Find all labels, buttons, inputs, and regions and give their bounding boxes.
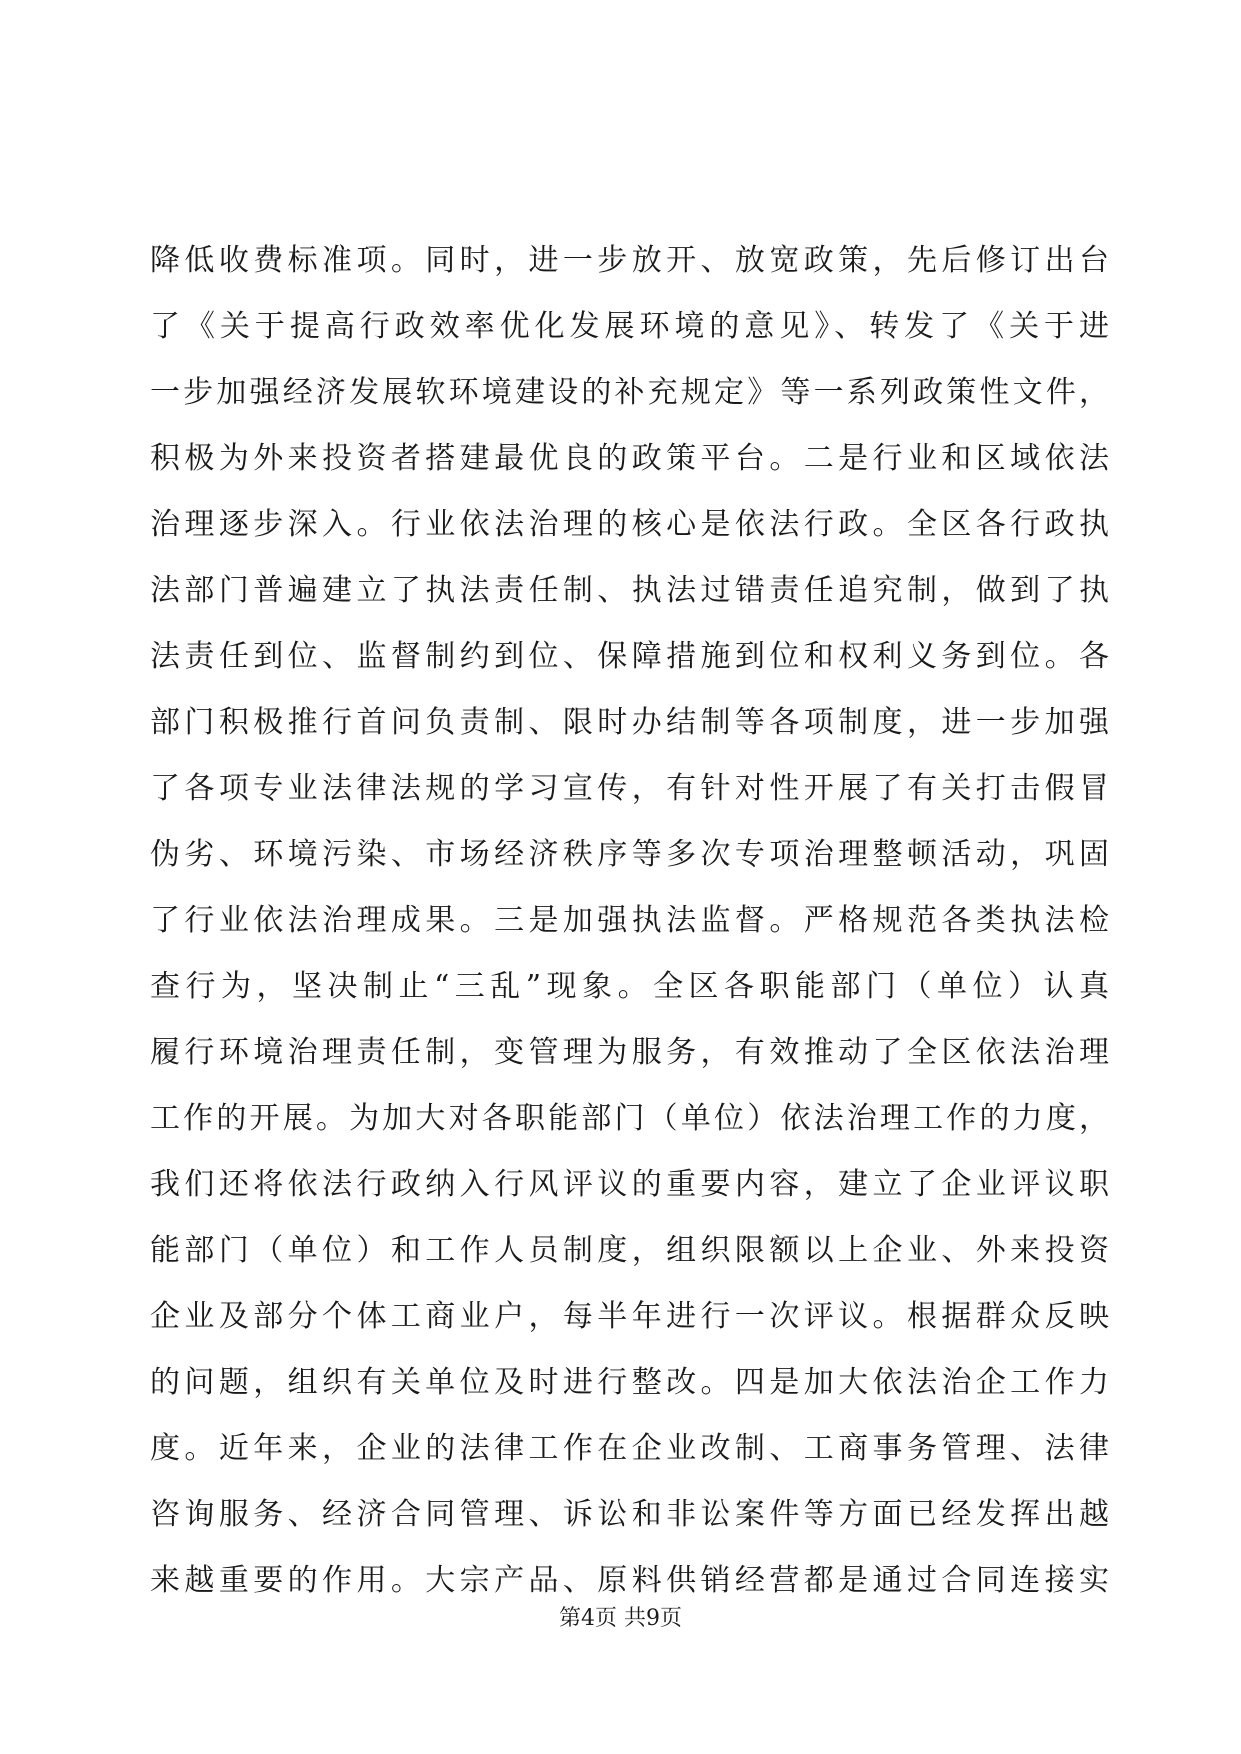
- text-line: 的问题，组织有关单位及时进行整改。四是加大依法治企工作力: [150, 1365, 1110, 1400]
- text-line: 工作的开展。为加大对各职能部门（单位）依法治理工作的力度，: [150, 1101, 1110, 1136]
- text-line: 咨询服务、经济合同管理、诉讼和非讼案件等方面已经发挥出越: [150, 1497, 1110, 1532]
- page-number-footer: 第4页 共9页: [559, 1606, 682, 1631]
- text-line: 降低收费标准项。同时，进一步放开、放宽政策，先后修订出台: [150, 243, 1110, 278]
- text-line: 企业及部分个体工商业户，每半年进行一次评议。根据群众反映: [150, 1299, 1110, 1334]
- text-line: 法部门普遍建立了执法责任制、执法过错责任追究制，做到了执: [150, 573, 1110, 608]
- text-line: 度。近年来，企业的法律工作在企业改制、工商事务管理、法律: [150, 1431, 1110, 1466]
- text-line: 查行为，坚决制止“三乱”现象。全区各职能部门（单位）认真: [150, 969, 1110, 1004]
- text-line: 了各项专业法律法规的学习宣传，有针对性开展了有关打击假冒: [150, 771, 1110, 806]
- text-line: 伪劣、环境污染、市场经济秩序等多次专项治理整顿活动，巩固: [150, 837, 1110, 872]
- text-line: 能部门（单位）和工作人员制度，组织限额以上企业、外来投资: [150, 1233, 1110, 1268]
- text-line: 了行业依法治理成果。三是加强执法监督。严格规范各类执法检: [150, 903, 1110, 938]
- text-line: 了《关于提高行政效率优化发展环境的意见》、转发了《关于进: [150, 309, 1110, 344]
- body-paragraph: [150, 228, 1110, 1614]
- text-line: 部门积极推行首问负责制、限时办结制等各项制度，进一步加强: [150, 705, 1110, 740]
- text-line: 治理逐步深入。行业依法治理的核心是依法行政。全区各行政执: [150, 507, 1110, 542]
- text-line: 履行环境治理责任制，变管理为服务，有效推动了全区依法治理: [150, 1035, 1110, 1070]
- text-line: 积极为外来投资者搭建最优良的政策平台。二是行业和区域依法: [150, 441, 1110, 476]
- text-line: 一步加强经济发展软环境建设的补充规定》等一系列政策性文件，: [150, 375, 1110, 410]
- text-line: 我们还将依法行政纳入行风评议的重要内容，建立了企业评议职: [150, 1167, 1110, 1202]
- text-line: 法责任到位、监督制约到位、保障措施到位和权利义务到位。各: [150, 639, 1110, 674]
- text-line: 来越重要的作用。大宗产品、原料供销经营都是通过合同连接实: [150, 1563, 1110, 1598]
